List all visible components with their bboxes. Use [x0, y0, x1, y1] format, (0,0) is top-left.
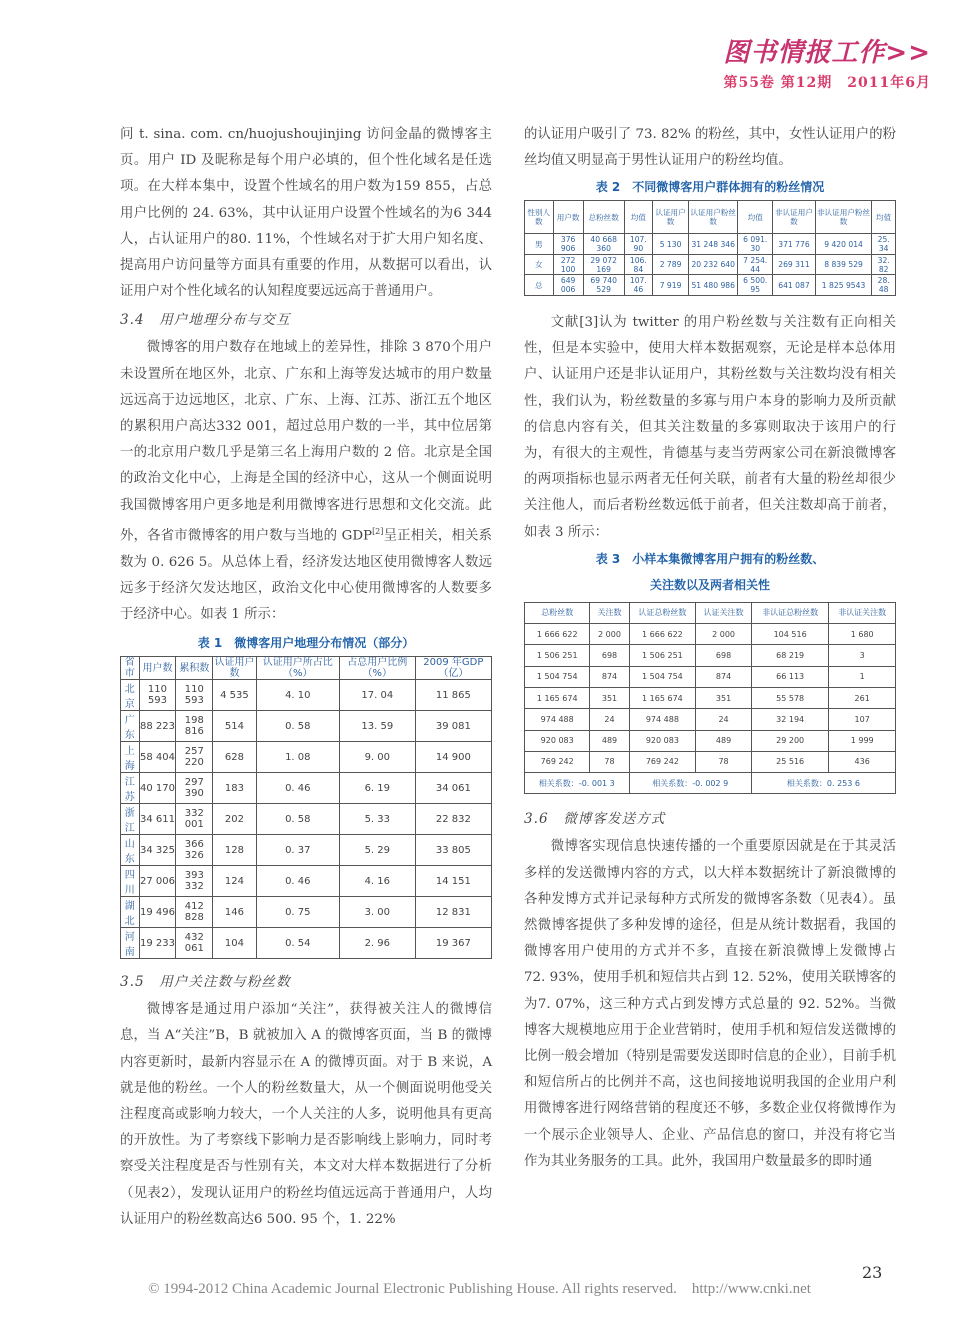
- table-cell: 78: [590, 751, 629, 772]
- table-cell: 湖北: [121, 897, 140, 928]
- table-cell: 广东: [121, 711, 140, 742]
- table-row: [525, 687, 896, 708]
- table-cell: 0. 37: [256, 835, 339, 866]
- table-cell: 2 000: [696, 624, 752, 645]
- table-header-cell: 关注数: [590, 602, 629, 623]
- table-cell: 29 200: [751, 730, 828, 751]
- table-cell: 19 496: [139, 897, 176, 928]
- table-cell: 124: [213, 866, 256, 897]
- table-cell: 0. 58: [256, 804, 339, 835]
- table-header-cell: 认证用户数: [214, 657, 255, 680]
- table-cell: 32. 82: [872, 254, 896, 275]
- table-cell: 14 900: [415, 742, 491, 773]
- table-cell: 31 248 346: [689, 234, 738, 255]
- table-cell: 514: [213, 711, 256, 742]
- table-row: [525, 730, 896, 751]
- table-cell: 河南: [121, 928, 140, 959]
- table-cell: 3: [829, 645, 896, 666]
- table-cell: 男: [525, 234, 554, 255]
- table-cell: 1 504 754: [525, 666, 590, 687]
- table-cell: 183: [213, 773, 256, 804]
- table-cell: 39 081: [415, 711, 491, 742]
- paragraph: 微博客实现信息快速传播的一个重要原因就是在于其灵活多样的发送微博内容的方式，以大样本数据统计了新浪微博的各种发博方式并记录每种方式所发的微博客条数（见表4）。虽然微博客提供了多种发博的途径，但是从统计数据看，我国的微博客用户使用的方式并不多，直接在新浪微博上发微博占 72. 93%，使用手机和短信共占到 12. 52%，使用关联博客的为7. 07%，这三种方式占到发博方式总量的 92. 52%。当微博客大规模地应用于企业营销时，使用手机和短信发送微博的比例一般会增加（特别是需要发送即时信息的企业），目前手机和短信所占的比例并不高，这也间接地说明我国的企业用户利用微博客进行网络营销的程度还不够，多数企业仅将微博作为一个展示企业领导人、企业、产品信息的窗口，并没有将它当作为其业务服务的工具。此外，我国用户数量最多的即时通: [524, 839, 896, 1169]
- table-header-cell: 认证用户数: [653, 201, 689, 234]
- paragraph: [524, 310, 896, 546]
- table-row: [121, 773, 492, 804]
- table-cell: 128: [213, 835, 256, 866]
- table-cell: 78: [696, 751, 752, 772]
- table2-caption: 表 2 不同微博客用户群体拥有的粉丝情况: [595, 180, 825, 195]
- table-cell: 25. 34: [872, 234, 896, 255]
- table-cell: 6 091. 30: [738, 234, 773, 255]
- table-cell: 974 488: [525, 709, 590, 730]
- table-cell: 376 906: [553, 234, 583, 255]
- table-cell: 1. 08: [256, 742, 339, 773]
- table-cell: 27 006: [139, 866, 176, 897]
- table-header-cell: 非认证用户粉丝数: [815, 201, 872, 234]
- table-cell: 412 828: [176, 897, 213, 928]
- table1: [120, 656, 492, 959]
- table-header-cell: 均值: [872, 201, 896, 234]
- table-cell: 2 789: [653, 254, 689, 275]
- table-cell: 698: [696, 645, 752, 666]
- correlation-cell: 相关系数：-0. 002 9: [629, 773, 751, 794]
- table-cell: 272 100: [553, 254, 583, 275]
- table-cell: 4. 10: [256, 680, 339, 711]
- table-cell: 33 805: [415, 835, 491, 866]
- table-cell: 0. 46: [256, 773, 339, 804]
- table-header-cell: 均值: [624, 201, 652, 234]
- table-cell: 202: [213, 804, 256, 835]
- table-cell: 24: [696, 709, 752, 730]
- table-cell: 66 113: [751, 666, 828, 687]
- table-row: [525, 666, 896, 687]
- table-header-cell: 认证总粉丝数: [629, 602, 696, 623]
- table-cell: 总: [525, 275, 554, 296]
- table-cell: 1 504 754: [629, 666, 696, 687]
- table-cell: 山东: [121, 835, 140, 866]
- table-cell: 107. 46: [624, 275, 652, 296]
- left-column: [120, 122, 492, 1233]
- table-cell: 11 865: [415, 680, 491, 711]
- paragraph-text: 微博客的用户数存在地域上的差异性，排除 3 870个用户未设置所在地区外，北京、广东和上海等发达城市的用户数量远远高于边远地区，北京、广东、上海、江苏、浙江五个地区的累积用户高达332 001，超过总用户数的一半，其中位居第一的北京用户数几乎是第三名上海用户数的 2 倍。北京是全国的政治文化中心，上海是全国的经济中心，这从一个侧面说明我国微博客用户更多地是利用微博客进行思想和文化交流。此外，各省市微博客的用户数与当地的 GDP: [120, 340, 492, 544]
- table-cell: 5. 29: [339, 835, 415, 866]
- table-cell: 110 593: [176, 680, 213, 711]
- table-cell: 1 165 674: [629, 687, 696, 708]
- table-header-cell: 非认证关注数: [829, 602, 896, 623]
- paragraph: 的认证用户吸引了 73. 82% 的粉丝，其中，女性认证用户的粉丝均值又明显高于男性认证用户的粉丝均值。: [524, 127, 896, 169]
- table-cell: 366 326: [176, 835, 213, 866]
- table-row: [525, 275, 896, 296]
- table-cell: 1 999: [829, 730, 896, 751]
- table-cell: 浙江: [121, 804, 140, 835]
- table-cell: 0. 58: [256, 711, 339, 742]
- table-cell: 2 000: [590, 624, 629, 645]
- table-cell: 0. 75: [256, 897, 339, 928]
- paragraph-text: 呈正相关，相关系数为 0. 626 5。从总体上看，经济发达地区使用微博客人数远远多于经济欠发达地区，政治文化中心使用微博客的人数要多于经济中心。如表 1 所示：: [120, 528, 492, 622]
- table-cell: 24: [590, 709, 629, 730]
- table-cell: 江苏: [121, 773, 140, 804]
- table-cell: 297 390: [176, 773, 213, 804]
- table-cell: 7 919: [653, 275, 689, 296]
- table-cell: 北京: [121, 680, 140, 711]
- table-cell: 7 254. 44: [738, 254, 773, 275]
- table-cell: 332 001: [176, 804, 213, 835]
- table-header-cell: 总粉丝数: [525, 602, 590, 623]
- table-cell: 107. 90: [624, 234, 652, 255]
- table-cell: 51 480 986: [689, 275, 738, 296]
- table-cell: 19 233: [139, 928, 176, 959]
- table-cell: 32 194: [751, 709, 828, 730]
- table-cell: 14 151: [415, 866, 491, 897]
- table-cell: 6. 19: [339, 773, 415, 804]
- table-cell: 0. 46: [256, 866, 339, 897]
- table-cell: 34 325: [139, 835, 176, 866]
- table-cell: 5. 33: [339, 804, 415, 835]
- table-cell: 四川: [121, 866, 140, 897]
- correlation-cell: 相关系数：0. 253 6: [751, 773, 895, 794]
- table-cell: 351: [696, 687, 752, 708]
- table-cell: 261: [829, 687, 896, 708]
- table-row: [121, 897, 492, 928]
- table-row: [121, 928, 492, 959]
- table-cell: 198 816: [176, 711, 213, 742]
- table-row: [525, 709, 896, 730]
- table-cell: 104: [213, 928, 256, 959]
- table-row: [121, 742, 492, 773]
- table3: [524, 602, 896, 795]
- table-cell: 1: [829, 666, 896, 687]
- table-cell: 351: [590, 687, 629, 708]
- table-cell: 女: [525, 254, 554, 275]
- paragraph: 微博客是通过用户添加“关注”，获得被关注人的微博信息，当 A“关注”B，B 就被加入 A 的微博客页面，当 B 的微博内容更新时，最新内容显示在 A 的微博页面。对于 B 来说，A 就是他的粉丝。一个人的粉丝数量大，从一个侧面说明他受关注程度高或影响力较大，一个人关注的人多，说明他具有更高的开放性。为了考察线下影响力是否影响线上影响力，同时考察受关注程度是否与性别有关，本文对大样本数据进行了分析（见表2），发现认证用户的粉丝均值远远高于普通用户，人均认证用户的粉丝数高达6 500. 95 个，1. 22%: [120, 1002, 492, 1227]
- table-cell: 3. 00: [339, 897, 415, 928]
- table-cell: 489: [696, 730, 752, 751]
- table-cell: 104 516: [751, 624, 828, 645]
- table-cell: 106. 84: [624, 254, 652, 275]
- paragraph-text: 文献: [550, 314, 580, 330]
- table-cell: 874: [696, 666, 752, 687]
- table-cell: 5 130: [653, 234, 689, 255]
- table-header-cell: 认证关注数: [696, 602, 752, 623]
- table-row: [121, 835, 492, 866]
- table-cell: 2. 96: [339, 928, 415, 959]
- journal-title: 图书情报工作>>: [723, 38, 931, 68]
- table-cell: 40 170: [139, 773, 176, 804]
- table-cell: 1 666 622: [629, 624, 696, 645]
- section-heading-3-6: 3.6 微博客发送方式: [524, 811, 666, 828]
- table-cell: 40 668 360: [583, 234, 624, 255]
- table-header-cell: 占总用户比例（%）: [339, 657, 415, 680]
- table-cell: 110 593: [139, 680, 176, 711]
- table-header-cell: 均值: [738, 201, 773, 234]
- table-cell: 1 825 9543: [815, 275, 872, 296]
- table-cell: 1 506 251: [525, 645, 590, 666]
- citation: [3]: [579, 314, 599, 330]
- table-row: [121, 711, 492, 742]
- table-cell: 920 083: [525, 730, 590, 751]
- copyright-footer: © 1994-2012 China Academic Journal Electronic Publishing House. All rights reserved. http://www.cnki.net: [148, 1281, 811, 1297]
- table-row: [525, 254, 896, 275]
- table-cell: 4 535: [213, 680, 256, 711]
- table-header-cell: 非认证总粉丝数: [751, 602, 828, 623]
- table-cell: 28. 48: [872, 275, 896, 296]
- table-cell: 974 488: [629, 709, 696, 730]
- table-cell: 371 776: [773, 234, 816, 255]
- table-cell: 874: [590, 666, 629, 687]
- table-row: [121, 866, 492, 897]
- table-cell: 上海: [121, 742, 140, 773]
- table-header-cell: 认证用户所占比（%）: [256, 657, 339, 680]
- citation: [2]: [372, 526, 384, 536]
- paragraph: [120, 335, 492, 628]
- table-header-cell: 总粉丝数: [583, 201, 624, 234]
- table-cell: 1 680: [829, 624, 896, 645]
- table-cell: 649 006: [553, 275, 583, 296]
- paragraph-text: 认为 twitter 的用户粉丝数与关注数有正向相关性，但是本实验中，使用大样本数据观察，无论是样本总体用户、认证用户还是非认证用户，其粉丝数与关注数均没有相关性，我们认为，粉丝数量的多寡与用户本身的影响力及所贡献的信息内容有关，但其关注数量的多寡则取决于该用户的行为，有很大的主观性，肯德基与麦当劳两家公司在新浪微博客的两项指标也显示两者无任何关联，前者有大量的粉丝却很少关注他人，而后者粉丝数远低于前者，但关注数却高于前者，如表 3 所示：: [524, 314, 897, 540]
- table-cell: 25 516: [751, 751, 828, 772]
- table-cell: 1 165 674: [525, 687, 590, 708]
- section-heading-3-5: 3.5 用户关注数与粉丝数: [120, 974, 291, 991]
- table-cell: 432 061: [176, 928, 213, 959]
- table-header-cell: 非认证用户数: [773, 201, 816, 234]
- table-row-correlation: [525, 773, 896, 794]
- right-column: [524, 122, 896, 1175]
- table3-caption-line1: 表 3 小样本集微博客用户拥有的粉丝数、: [595, 551, 825, 566]
- table-cell: 29 072 169: [583, 254, 624, 275]
- table-cell: 19 367: [415, 928, 491, 959]
- table-cell: 12 831: [415, 897, 491, 928]
- table-cell: 641 087: [773, 275, 816, 296]
- table-cell: 769 242: [629, 751, 696, 772]
- table-cell: 34 061: [415, 773, 491, 804]
- table-row: [525, 234, 896, 255]
- table-header-cell: 用户数: [139, 657, 176, 680]
- table-cell: 8 839 529: [815, 254, 872, 275]
- table3-caption-line2: 关注数以及两者相关性: [649, 577, 770, 592]
- table-header-cell: 省市: [121, 657, 140, 680]
- table-cell: 88 223: [139, 711, 176, 742]
- table-cell: 1 506 251: [629, 645, 696, 666]
- table-cell: 55 578: [751, 687, 828, 708]
- table-header-cell: 认证用户粉丝数: [689, 201, 738, 234]
- table-cell: 107: [829, 709, 896, 730]
- correlation-cell: 相关系数：-0. 001 3: [525, 773, 630, 794]
- journal-issue: 第55卷 第12期 2011年6月: [723, 75, 931, 91]
- table-header-cell: 用户数: [553, 201, 583, 234]
- paragraph: 问 t. sina. com. cn/huojushoujinjing 访问金晶的微博客主页。用户 ID 及昵称是每个用户必填的，但个性化域名是任选项。在大样本集中，设置个性域名的用户数为159 855，占总用户比例的 24. 63%，其中认证用户设置个性域名的为6 344 人，占认证用户的80. 11%，个性域名对于扩大用户知名度、提高用户访问量等方面具有重要的作用，从数据可以看出，认证用户对个性化域名的认知程度要远远高于普通用户。: [120, 127, 492, 300]
- table-cell: 58 404: [139, 742, 176, 773]
- table-cell: 22 832: [415, 804, 491, 835]
- table-cell: 69 740 529: [583, 275, 624, 296]
- table-cell: 436: [829, 751, 896, 772]
- table-header-cell: 2009 年GDP（亿）: [415, 657, 491, 680]
- table-cell: 68 219: [751, 645, 828, 666]
- table-row: [525, 645, 896, 666]
- table-cell: 4. 16: [339, 866, 415, 897]
- table-cell: 698: [590, 645, 629, 666]
- page-number: 23: [862, 1263, 883, 1282]
- table-cell: 489: [590, 730, 629, 751]
- table-cell: 393 332: [176, 866, 213, 897]
- table-cell: 17. 04: [339, 680, 415, 711]
- table2: [524, 200, 896, 296]
- table-cell: 9. 00: [339, 742, 415, 773]
- table-cell: 34 611: [139, 804, 176, 835]
- table-cell: 146: [213, 897, 256, 928]
- table1-caption: 表 1 微博客用户地理分布情况（部分）: [197, 636, 415, 651]
- table-cell: 257 220: [176, 742, 213, 773]
- table-cell: 6 500. 95: [738, 275, 773, 296]
- table-cell: 269 311: [773, 254, 816, 275]
- table-header-cell: 性别人数: [525, 201, 554, 234]
- table-cell: 0. 54: [256, 928, 339, 959]
- table-cell: 628: [213, 742, 256, 773]
- table-header-cell: 累积数: [176, 657, 213, 680]
- table-row: [525, 624, 896, 645]
- table-cell: 20 232 640: [689, 254, 738, 275]
- section-heading-3-4: 3.4 用户地理分布与交互: [120, 312, 291, 329]
- table-cell: 9 420 014: [815, 234, 872, 255]
- table-cell: 1 666 622: [525, 624, 590, 645]
- table-row: [525, 751, 896, 772]
- journal-header: [723, 38, 931, 92]
- table-cell: 13. 59: [339, 711, 415, 742]
- table-cell: 769 242: [525, 751, 590, 772]
- table-row: [121, 804, 492, 835]
- table-row: [121, 680, 492, 711]
- table-cell: 920 083: [629, 730, 696, 751]
